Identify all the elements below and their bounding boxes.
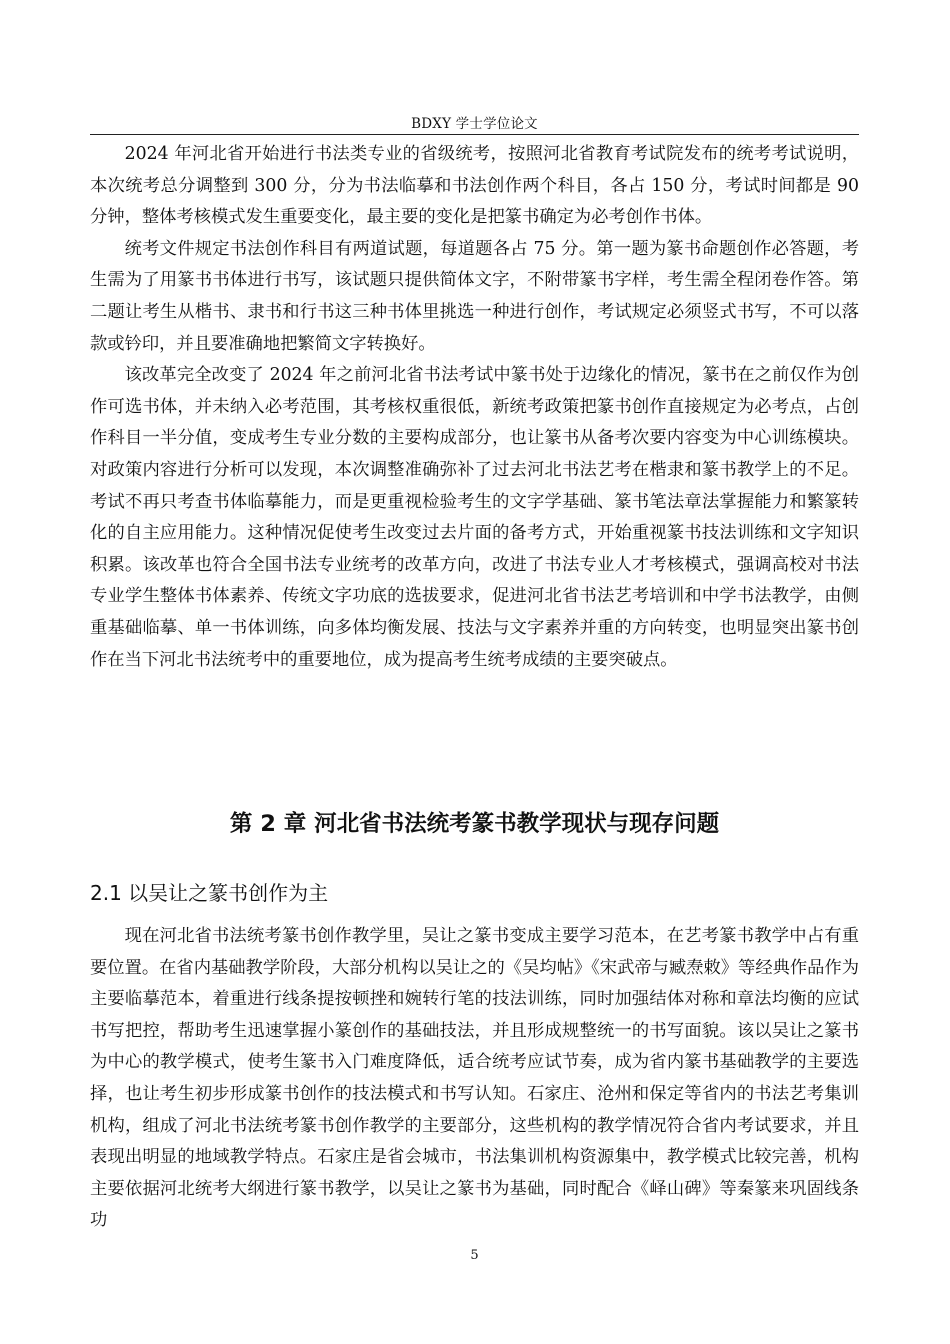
paragraph: 2024 年河北省开始进行书法类专业的省级统考，按照河北省教育考试院发布的统考考试说明，本次统考总分调整到 300 分，分为书法临摹和书法创作两个科目，各占 150 分，考试时间都是 90 分钟，整体考核模式发生重要变化，最主要的变化是把篆书确定为必考创作书体。: [90, 144, 859, 228]
running-header: BDXY 学士学位论文: [411, 116, 538, 132]
paragraph: 该改革完全改变了 2024 年之前河北省书法考试中篆书处于边缘化的情况，篆书在之前仅作为创作可选书体，并未纳入必考范围，其考核权重很低，新统考政策把篆书创作直接规定为必考点，占创作科目一半分值，变成考生专业分数的主要构成部分，也让篆书从备考次要内容变为中心训练模块。对政策内容进行分析可以发现，本次调整准确弥补了过去河北书法艺考在楷隶和篆书教学上的不足。考试不再只考查书体临摹能力，而是更重视检验考生的文字学基础、篆书笔法章法掌握能力和繁篆转化的自主应用能力。这种情况促使考生改变过去片面的备考方式，开始重视篆书技法训练和文字知识积累。该改革也符合全国书法专业统考的改革方向，改进了书法专业人才考核模式，强调高校对书法专业学生整体书体素养、传统文字功底的选拔要求，促进河北省书法艺考培训和中学书法教学，由侧重基础临摹、单一书体训练，向多体均衡发展、技法与文字素养并重的方向转变，也明显突出篆书创作在当下河北书法统考中的重要地位，成为提高考生统考成绩的主要突破点。: [90, 365, 859, 670]
paragraph: 统考文件规定书法创作科目有两道试题，每道题各占 75 分。第一题为篆书命题创作必答题，考生需为了用篆书书体进行书写，该试题只提供简体文字，不附带篆书字样，考生需全程闭卷作答。第二题让考生从楷书、隶书和行书这三种书体里挑选一种进行创作，考试规定必须竖式书写，不可以落款或钤印，并且要准确地把繁简文字转换好。: [90, 238, 859, 354]
paragraph: 现在河北省书法统考篆书创作教学里，吴让之篆书变成主要学习范本，在艺考篆书教学中占有重要位置。在省内基础教学阶段，大部分机构以吴让之的《吴均帖》《宋武帝与臧焘敕》等经典作品作为主要临摹范本，着重进行线条提按顿挫和婉转行笔的技法训练，同时加强结体对称和章法均衡的应试书写把控，帮助考生迅速掌握小篆创作的基础技法，并且形成规整统一的书写面貌。该以吴让之篆书为中心的教学模式，使考生篆书入门难度降低，适合统考应试节奏，成为省内篆书基础教学的主要选择，也让考生初步形成篆书创作的技法模式和书写认知。石家庄、沧州和保定等省内的书法艺考集训机构，组成了河北书法统考篆书创作教学的主要部分，这些机构的教学情况符合省内考试要求，并且表现出明显的地域教学特点。石家庄是省会城市，书法集训机构资源集中，教学模式比较完善，机构主要依据河北统考大纲进行篆书教学，以吴让之篆书为基础，同时配合《峄山碑》等秦篆来巩固线条功: [90, 926, 860, 1231]
body-text-bottom: [90, 921, 859, 1237]
section-title: 2.1 以吴让之篆书创作为主: [90, 881, 329, 905]
body-text-top: [90, 139, 859, 676]
page-number: 5: [470, 1248, 479, 1263]
header-rule: [90, 134, 859, 135]
chapter-title: 第 2 章 河北省书法统考篆书教学现状与现存问题: [229, 811, 720, 837]
